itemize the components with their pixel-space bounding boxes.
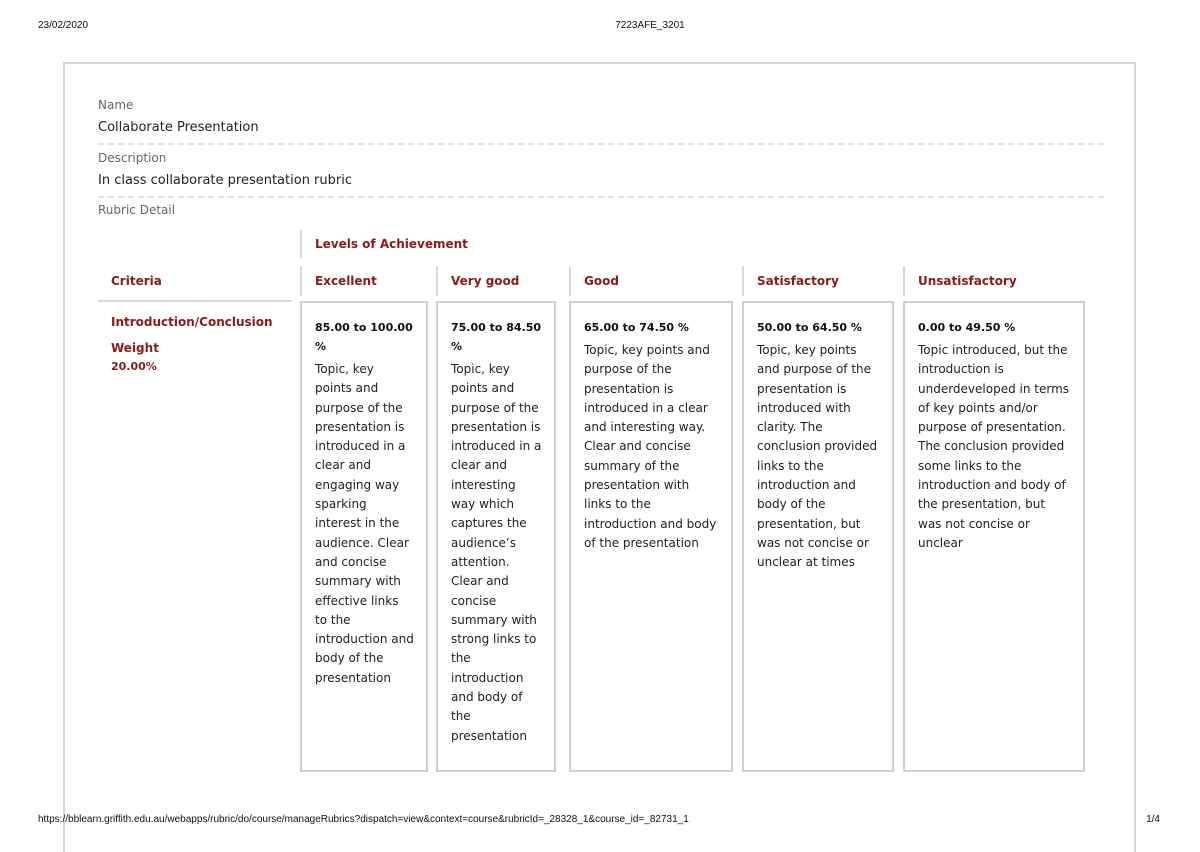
level-header-satisfactory: Satisfactory [742, 266, 904, 296]
description-value: In class collaborate presentation rubric [98, 173, 353, 188]
cell-description: Topic introduced, but the introduction is underdeveloped in terms of key points and/or purpose of presentation. The conclusion provided some links to the introduction and body of the presentation, but was not concise or unclear [918, 343, 1070, 550]
rubric-cell-very-good [436, 301, 556, 772]
cell-range: 85.00 to 100.00 % [315, 321, 413, 353]
criterion-weight-label: Weight [111, 341, 159, 355]
level-header-good: Good [569, 266, 743, 296]
divider [98, 143, 1104, 145]
cell-description: Topic, key points and purpose of the presentation is introduced in a clear and interesting way which captures the audience’s attention. Clear and concise summary with strong links to the introduction and body of the presentation [451, 362, 542, 743]
print-page-number: 1/4 [1146, 814, 1160, 825]
rubric-cell-excellent [300, 301, 428, 772]
level-header-very-good: Very good [436, 266, 570, 296]
rubric-cell-satisfactory [742, 301, 894, 772]
criteria-column-header: Criteria [98, 266, 292, 302]
name-value: Collaborate Presentation [98, 120, 259, 135]
criterion-weight-value: 20.00% [111, 360, 157, 373]
cell-description: Topic, key points and purpose of the presentation is introduced with clarity. The conclusion provided links to the introduction and body of the presentation, but was not concise or unclear at times [757, 343, 878, 570]
levels-divider [300, 230, 302, 258]
cell-range: 50.00 to 64.50 % [757, 321, 862, 334]
cell-description: Topic, key points and purpose of the presentation is introduced in a clear and interesting way. Clear and concise summary of the presentation with links to the introduction and body of the presentation [584, 343, 717, 550]
name-label: Name [98, 98, 134, 112]
levels-of-achievement-heading: Levels of Achievement [315, 237, 468, 251]
print-title: 7223AFE_3201 [615, 20, 685, 31]
cell-description: Topic, key points and purpose of the presentation is introduced in a clear and engaging way sparking interest in the audience. Clear and concise summary with effective links to the introduction and body of the presentation [315, 362, 414, 685]
print-date: 23/02/2020 [38, 20, 89, 31]
rubric-cell-good [569, 301, 733, 772]
description-label: Description [98, 151, 167, 165]
print-url: https://bblearn.griffith.edu.au/webapps/rubric/do/course/manageRubrics?dispatch=view&context=course&rubricId=_28328_1&course_id=_82731_1 [38, 814, 689, 825]
divider [98, 196, 1104, 198]
criterion-name: Introduction/Conclusion [111, 315, 273, 329]
level-header-excellent: Excellent [300, 266, 436, 296]
rubric-detail-label: Rubric Detail [98, 203, 176, 217]
level-header-unsatisfactory: Unsatisfactory [903, 266, 1085, 296]
cell-range: 65.00 to 74.50 % [584, 321, 689, 334]
cell-range: 75.00 to 84.50 % [451, 321, 542, 353]
cell-range: 0.00 to 49.50 % [918, 321, 1016, 334]
rubric-cell-unsatisfactory [903, 301, 1085, 772]
